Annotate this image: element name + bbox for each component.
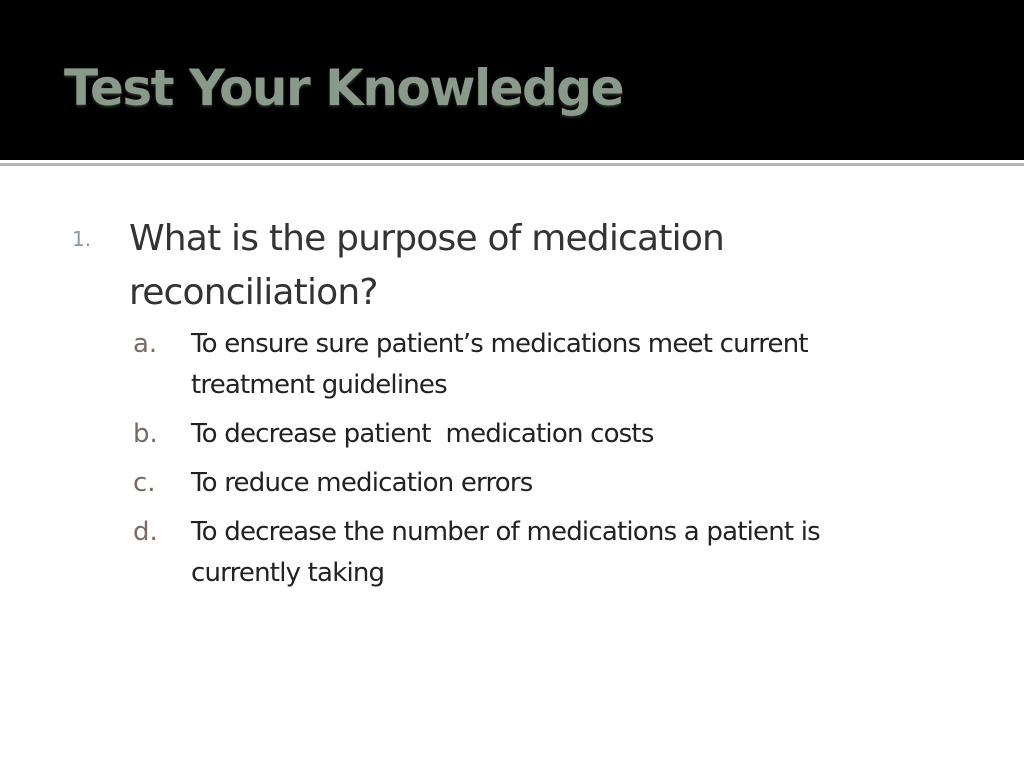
title-bar xyxy=(0,0,1024,160)
question-row xyxy=(72,212,952,320)
option-letter: a. xyxy=(133,329,158,359)
question-block xyxy=(72,212,952,602)
option-c xyxy=(72,463,952,504)
answer-options xyxy=(72,324,952,594)
option-letter: d. xyxy=(133,517,158,547)
option-b xyxy=(72,414,952,455)
question-number: 1. xyxy=(72,227,92,251)
option-text: To reduce medication errors xyxy=(191,468,533,498)
option-text: To ensure sure patient’s medications meet current treatment guidelines xyxy=(191,329,816,400)
option-text: To decrease the number of medications a patient is currently taking xyxy=(191,517,828,588)
option-a xyxy=(72,324,952,406)
option-text: To decrease patient medication costs xyxy=(191,419,654,449)
option-letter: c. xyxy=(133,468,156,498)
question-text: What is the purpose of medication reconciliation? xyxy=(129,218,725,313)
option-d xyxy=(72,512,952,594)
title-divider xyxy=(0,163,1024,166)
option-letter: b. xyxy=(133,419,158,449)
slide-title: Test Your Knowledge xyxy=(64,59,623,117)
